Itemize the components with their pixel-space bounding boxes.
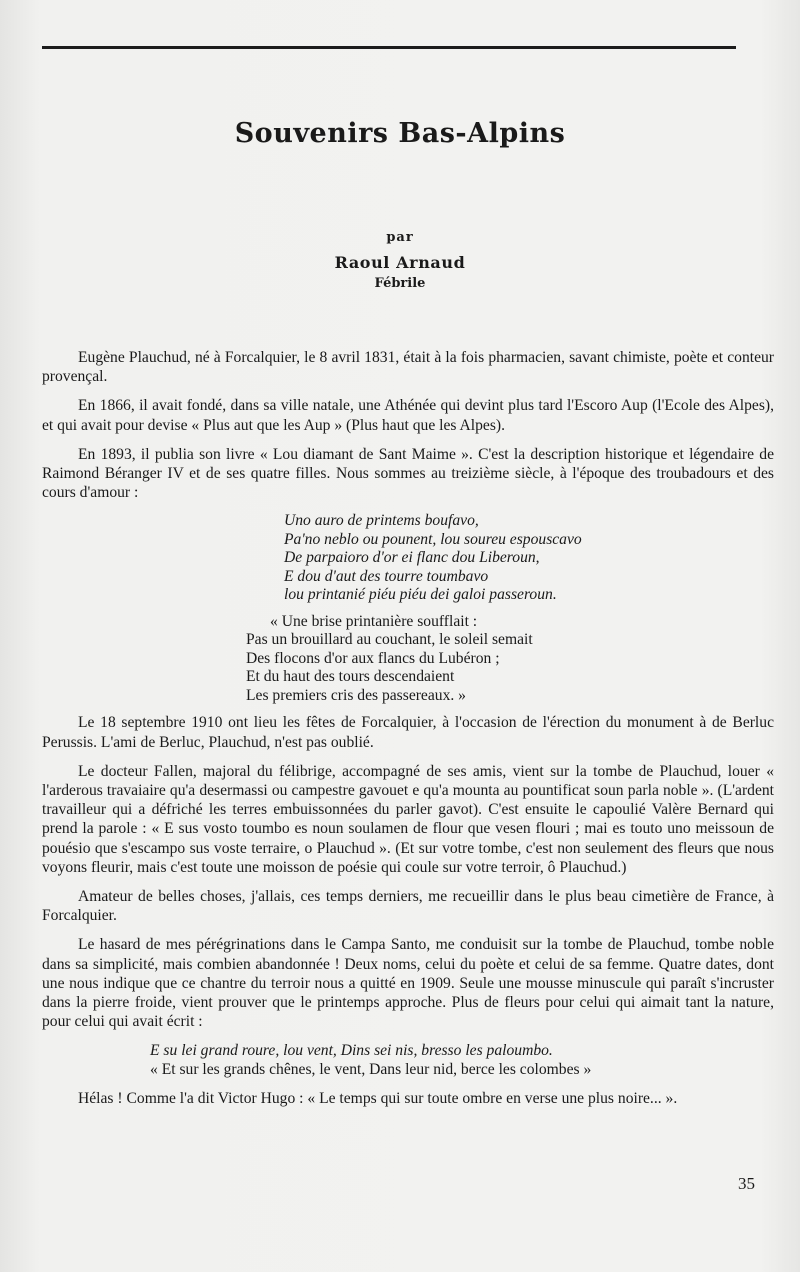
- page-number: 35: [738, 1174, 755, 1193]
- french-translation-verse: [42, 613, 774, 706]
- author-pseudonym: Fébrile: [374, 276, 426, 291]
- verse-line: Les premiers cris des passereaux. »: [246, 686, 466, 704]
- verse-line: E dou d'aut des tourre toumbavo: [284, 567, 489, 585]
- paragraph: Le docteur Fallen, majoral du félibrige, accompagné de ses amis, vient sur la tombe de Plauchud, louer « l'arderous travaiaire qu'a desermassi ou campestre gavouet e qu'a mounta au pountificat soun parla noble ». (L'ardent travailleur qui a défriché les terres embuissonnées du parler gavot). C'est ensuite le capoulié Valère Bernard qui prend la parole : « E sus vosto toumbo es noun soulamen de flour que vesen flouri ; mai es touto uno meissoun de pouésio que s'escampo sus voste terraire, o Plauchud ». (Et sur votre tombe, c'est non seulement des fleurs que nous voyons fleurir, mais c'est toute une moisson de poésie qui coule sur votre terroir, ô Plauchud.): [42, 762, 774, 876]
- byline-par: par: [386, 230, 414, 245]
- occitan-verse: [42, 512, 774, 605]
- closing-verse-french: « Et sur les grands chênes, le vent, Dans leur nid, berce les colombes »: [150, 1061, 592, 1079]
- verse-line: « Une brise printanière soufflait :: [270, 612, 478, 630]
- author-name: Raoul Arnaud: [334, 253, 466, 272]
- verse-line: Des flocons d'or aux flancs du Lubéron ;: [246, 649, 500, 667]
- article-title: Souvenirs Bas-Alpins: [234, 118, 566, 149]
- verse-line: Et du haut des tours descendaient: [246, 668, 455, 686]
- paragraph: Amateur de belles choses, j'allais, ces temps derniers, me recueillir dans le plus beau cimetière de France, à Forcalquier.: [42, 888, 774, 925]
- verse-line: lou printanié piéu piéu dei galoi passeroun.: [284, 586, 557, 604]
- closing-verse-occitan: E su lei grand roure, lou vent, Dins sei nis, bresso les paloumbo.: [150, 1042, 553, 1060]
- verse-line: Pas un brouillard au couchant, le soleil semait: [246, 631, 533, 649]
- verse-line: De parpaioro d'or ei flanc dou Liberoun,: [284, 549, 540, 567]
- article-body: [42, 348, 774, 1119]
- paragraph: En 1866, il avait fondé, dans sa ville natale, une Athénée qui devint plus tard l'Escoro Aup (l'Ecole des Alpes), et qui avait pour devise « Plus aut que les Aup » (Plus haut que les Alpes).: [42, 397, 774, 434]
- header-rule: [42, 46, 736, 49]
- closing-verse: [42, 1041, 774, 1079]
- paragraph: Le 18 septembre 1910 ont lieu les fêtes de Forcalquier, à l'occasion de l'érection du monument à de Berluc Perussis. L'ami de Berluc, Plauchud, n'est pas oublié.: [42, 714, 774, 751]
- paragraph: Le hasard de mes pérégrinations dans le Campa Santo, me conduisit sur la tombe de Plauchud, tombe noble dans sa simplicité, mais combien abandonnée ! Deux noms, celui du poète et celui de sa femme. Quatre dates, dont une nous indique que ce chantre du terroir nous a quitté en 1909. Seule une mousse minuscule qui paraît s'incruster dans la pierre froide, vient prouver que le printemps approche. Plus de fleurs pour celui qui aimait tant la nature, pour celui qui avait écrit :: [42, 936, 774, 1031]
- verse-line: Uno auro de printems boufavo,: [284, 512, 479, 530]
- paragraph: En 1893, il publia son livre « Lou diamant de Sant Maime ». C'est la description historique et légendaire de Raimond Béranger IV et de ses quatre filles. Nous sommes au treizième siècle, à l'époque des troubadours et des cours d'amour :: [42, 445, 774, 502]
- final-paragraph: Hélas ! Comme l'a dit Victor Hugo : « Le temps qui sur toute ombre en verse une plus noire... ».: [78, 1090, 678, 1108]
- verse-line: Pa'no neblo ou pounent, lou soureu espouscavo: [284, 530, 582, 548]
- paragraph: Eugène Plauchud, né à Forcalquier, le 8 avril 1831, était à la fois pharmacien, savant chimiste, poète et conteur provençal.: [42, 349, 774, 386]
